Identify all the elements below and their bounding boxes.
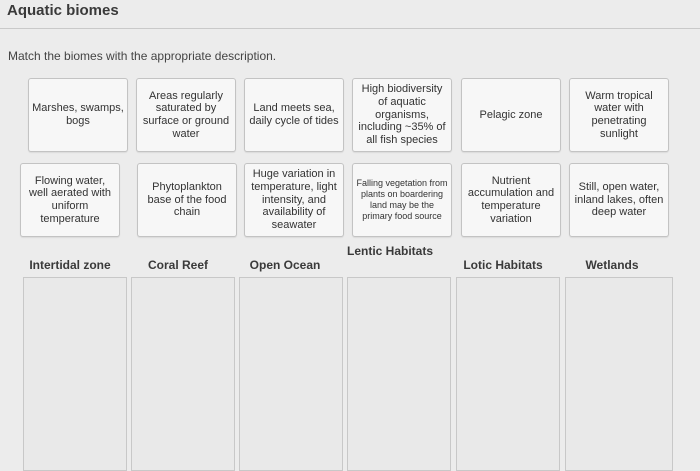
answer-card[interactable]: Flowing water, well aerated with uniform temperature — [20, 163, 120, 237]
drop-zone-lentic-habitats[interactable] — [347, 277, 451, 471]
category-label-lotic-habitats: Lotic Habitats — [463, 258, 543, 272]
drop-zone-open-ocean[interactable] — [239, 277, 343, 471]
answer-card[interactable]: Areas regularly saturated by surface or ground water — [136, 78, 236, 152]
answer-card[interactable]: Land meets sea, daily cycle of tides — [244, 78, 344, 152]
category-label-wetlands: Wetlands — [585, 258, 639, 272]
drop-zone-intertidal-zone[interactable] — [23, 277, 127, 471]
answer-card[interactable]: Nutrient accumulation and temperature variation — [461, 163, 561, 237]
instructions-text: Match the biomes with the appropriate description. — [8, 49, 277, 63]
page-title: Aquatic biomes — [7, 2, 119, 19]
header-divider — [0, 28, 700, 29]
category-label-lentic-habitats: Lentic Habitats — [346, 244, 433, 258]
category-label-coral-reef: Coral Reef — [147, 258, 209, 272]
drop-zone-wetlands[interactable] — [565, 277, 673, 471]
answer-card[interactable]: Huge variation in temperature, light intensity, and availability of seawater — [244, 163, 344, 237]
category-label-open-ocean: Open Ocean — [249, 258, 321, 272]
drop-zone-coral-reef[interactable] — [131, 277, 235, 471]
answer-card[interactable]: Falling vegetation from plants on boardering land may be the primary food source — [352, 163, 452, 237]
answer-card[interactable]: Warm tropical water with penetrating sunlight — [569, 78, 669, 152]
category-label-intertidal-zone: Intertidal zone — [29, 258, 111, 272]
answer-card[interactable]: Still, open water, inland lakes, often deep water — [569, 163, 669, 237]
answer-card[interactable]: Phytoplankton base of the food chain — [137, 163, 237, 237]
answer-card[interactable]: High biodiversity of aquatic organisms, including ~35% of all fish species — [352, 78, 452, 152]
drop-zone-lotic-habitats[interactable] — [456, 277, 560, 471]
answer-card[interactable]: Pelagic zone — [461, 78, 561, 152]
answer-card[interactable]: Marshes, swamps, bogs — [28, 78, 128, 152]
